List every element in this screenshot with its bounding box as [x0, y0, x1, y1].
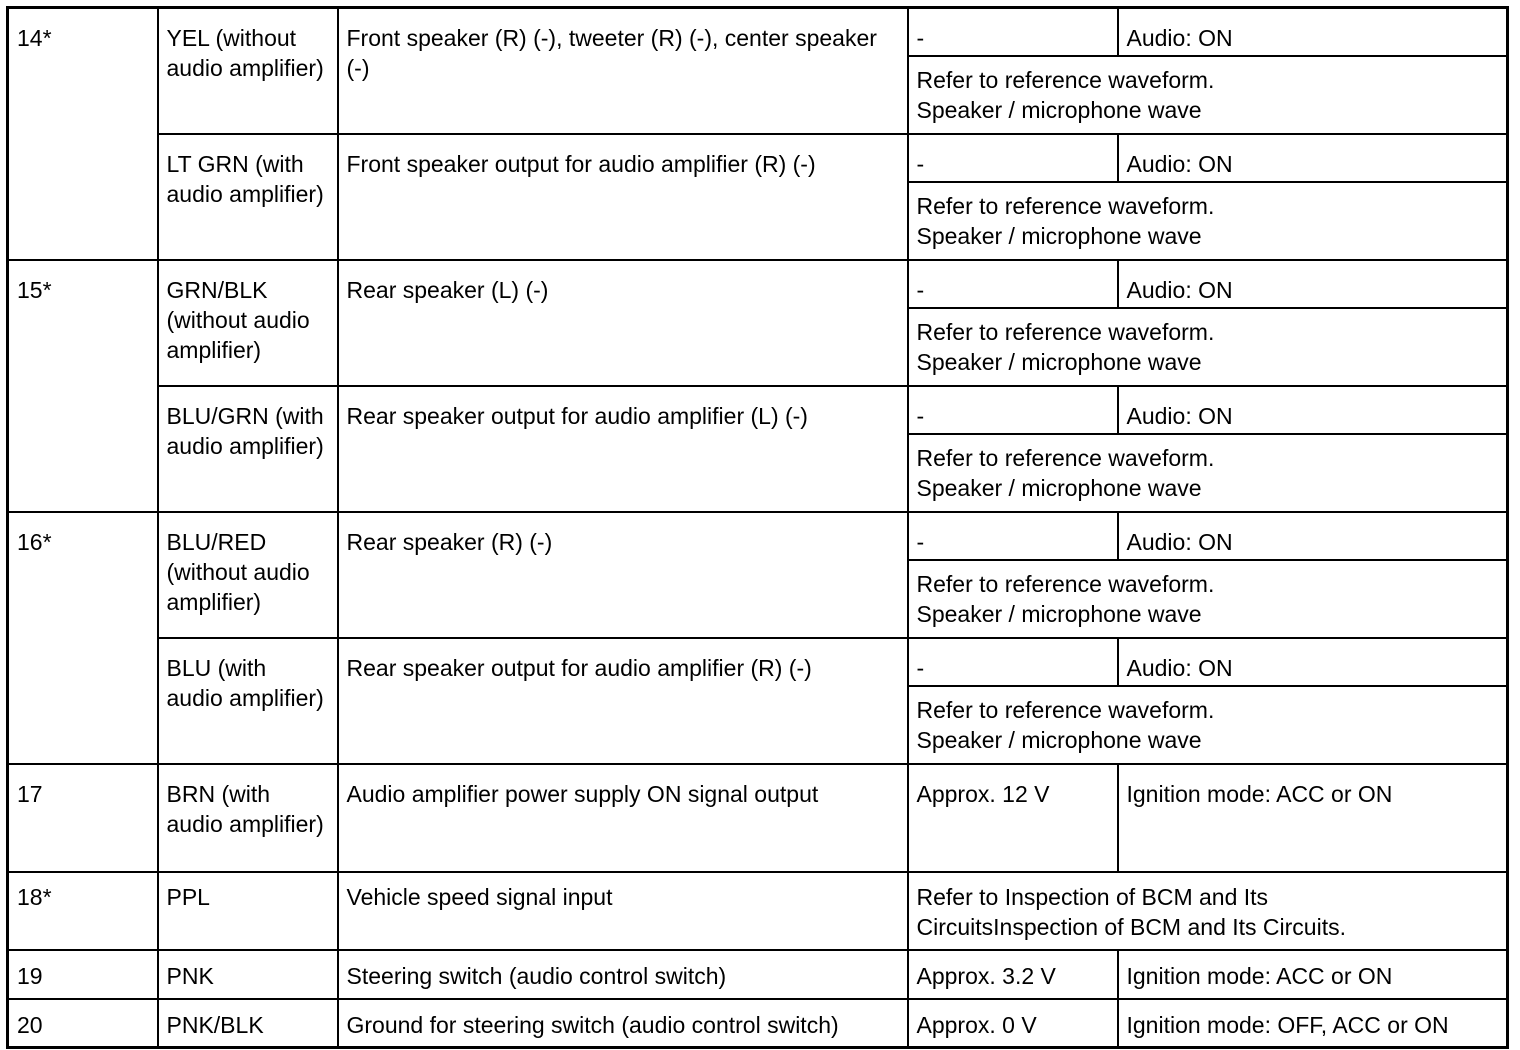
value-cell: - — [908, 512, 1118, 560]
waveform-name-line: Speaker / microphone wave — [916, 474, 1202, 501]
wire-color-cell: LT GRN (with audio amplifier) — [158, 134, 338, 260]
description-cell: Ground for steering switch (audio control switch) — [338, 999, 908, 1048]
waveform-name-line: Speaker / microphone wave — [916, 96, 1202, 123]
description-cell: Rear speaker (L) (-) — [338, 260, 908, 386]
condition-cell: Audio: ON — [1118, 260, 1508, 308]
inspection-reference-line: CircuitsInspection of BCM and Its Circuits. — [916, 913, 1346, 940]
wire-color-cell: BLU/RED (without audio amplifier) — [158, 512, 338, 638]
waveform-reference-cell — [908, 560, 1508, 638]
value-cell: - — [908, 386, 1118, 434]
description-cell: Rear speaker (R) (-) — [338, 512, 908, 638]
wire-color-cell: PPL — [158, 872, 338, 950]
condition-cell: Audio: ON — [1118, 8, 1508, 56]
table-row — [8, 999, 1508, 1048]
waveform-reference-cell — [908, 182, 1508, 260]
value-cell: Approx. 0 V — [908, 999, 1118, 1048]
description-cell: Steering switch (audio control switch) — [338, 950, 908, 999]
waveform-reference-line: Refer to reference waveform. — [916, 444, 1215, 471]
table-row — [8, 8, 1508, 56]
table-row — [8, 764, 1508, 872]
waveform-reference-line: Refer to reference waveform. — [916, 66, 1215, 93]
description-cell: Audio amplifier power supply ON signal output — [338, 764, 908, 872]
terminal-number-cell: 17 — [8, 764, 158, 872]
waveform-reference-cell — [908, 308, 1508, 386]
terminal-number-cell: 19 — [8, 950, 158, 999]
wire-color-cell: BLU (with audio amplifier) — [158, 638, 338, 764]
terminal-number-cell: 18* — [8, 872, 158, 950]
description-cell: Rear speaker output for audio amplifier (L) (-) — [338, 386, 908, 512]
table-row — [8, 950, 1508, 999]
description-cell: Rear speaker output for audio amplifier (R) (-) — [338, 638, 908, 764]
wire-color-cell: BLU/GRN (with audio amplifier) — [158, 386, 338, 512]
waveform-name-line: Speaker / microphone wave — [916, 348, 1202, 375]
terminal-number-cell: 16* — [8, 512, 158, 764]
value-cell: - — [908, 8, 1118, 56]
terminal-number-cell: 20 — [8, 999, 158, 1048]
value-cell: - — [908, 260, 1118, 308]
description-cell: Front speaker (R) (-), tweeter (R) (-), center speaker (-) — [338, 8, 908, 134]
terminal-inspection-table — [6, 6, 1509, 1049]
value-cell: Approx. 12 V — [908, 764, 1118, 872]
condition-cell: Ignition mode: OFF, ACC or ON — [1118, 999, 1508, 1048]
description-cell: Front speaker output for audio amplifier (R) (-) — [338, 134, 908, 260]
table-row — [8, 638, 1508, 686]
value-cell: Approx. 3.2 V — [908, 950, 1118, 999]
value-cell: - — [908, 638, 1118, 686]
inspection-reference-line: Refer to Inspection of BCM and Its — [916, 883, 1269, 910]
waveform-reference-line: Refer to reference waveform. — [916, 192, 1215, 219]
waveform-name-line: Speaker / microphone wave — [916, 222, 1202, 249]
waveform-reference-line: Refer to reference waveform. — [916, 318, 1215, 345]
waveform-name-line: Speaker / microphone wave — [916, 726, 1202, 753]
wire-color-cell: BRN (with audio amplifier) — [158, 764, 338, 872]
waveform-name-line: Speaker / microphone wave — [916, 600, 1202, 627]
table-row — [8, 260, 1508, 308]
wire-color-cell: PNK/BLK — [158, 999, 338, 1048]
condition-cell: Audio: ON — [1118, 512, 1508, 560]
waveform-reference-cell — [908, 686, 1508, 764]
description-cell: Vehicle speed signal input — [338, 872, 908, 950]
waveform-reference-line: Refer to reference waveform. — [916, 570, 1215, 597]
condition-cell: Audio: ON — [1118, 134, 1508, 182]
table-row — [8, 134, 1508, 182]
inspection-reference-cell — [908, 872, 1508, 950]
table-row — [8, 386, 1508, 434]
value-cell: - — [908, 134, 1118, 182]
wire-color-cell: GRN/BLK (without audio amplifier) — [158, 260, 338, 386]
table-row — [8, 872, 1508, 950]
waveform-reference-line: Refer to reference waveform. — [916, 696, 1215, 723]
condition-cell: Audio: ON — [1118, 386, 1508, 434]
wire-color-cell: PNK — [158, 950, 338, 999]
table-row — [8, 512, 1508, 560]
condition-cell: Ignition mode: ACC or ON — [1118, 950, 1508, 999]
condition-cell: Ignition mode: ACC or ON — [1118, 764, 1508, 872]
wire-color-cell: YEL (without audio amplifier) — [158, 8, 338, 134]
waveform-reference-cell — [908, 434, 1508, 512]
condition-cell: Audio: ON — [1118, 638, 1508, 686]
waveform-reference-cell — [908, 56, 1508, 134]
terminal-number-cell: 15* — [8, 260, 158, 512]
terminal-number-cell: 14* — [8, 8, 158, 260]
